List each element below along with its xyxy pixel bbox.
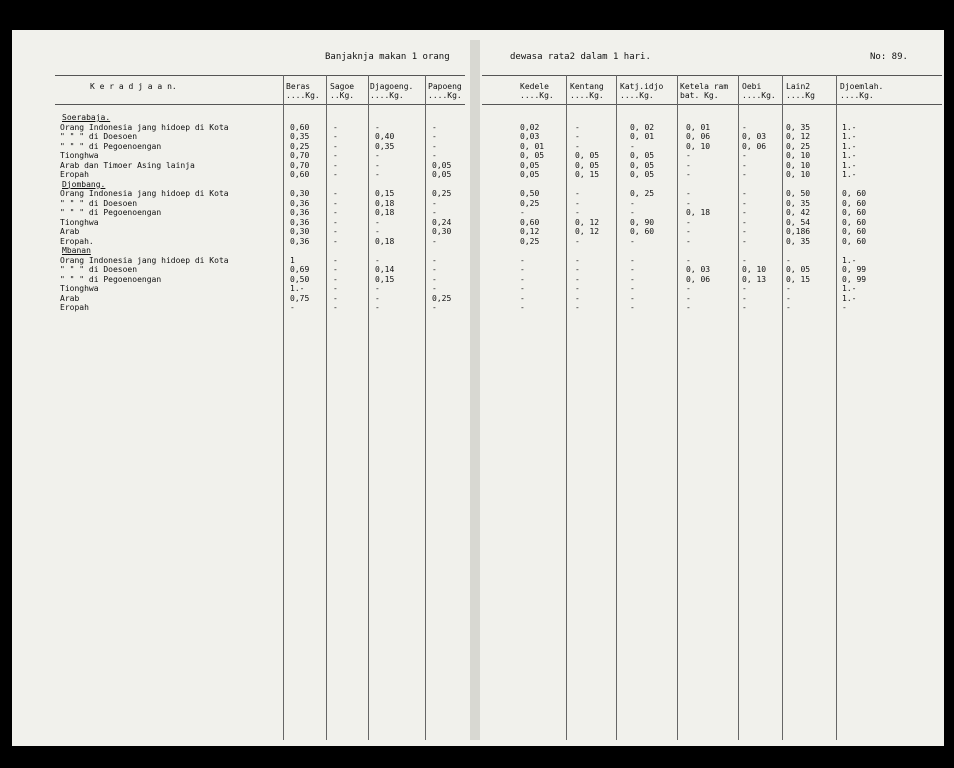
table-cell: 1.- (842, 170, 857, 179)
col-lain2: Lain2 ....Kg (786, 82, 815, 100)
table-cell: 0, 03 (686, 265, 711, 274)
table-cell: 0, 60 (842, 198, 867, 208)
table-cell: 0,30 (432, 227, 452, 236)
table-cell: - (520, 284, 525, 293)
row-label: Eropah (60, 303, 89, 312)
table-cell: 0, 05 (520, 151, 545, 160)
table-cell: 0, 12 (786, 132, 811, 141)
row-label: Eropah. (60, 236, 94, 246)
table-cell: - (630, 284, 635, 293)
table-cell: - (575, 208, 580, 217)
row-label: Orang Indonesia jang hidoep di Kota (60, 189, 229, 198)
table-cell: 0,35 (375, 141, 395, 151)
table-cell: 0, 06 (686, 274, 711, 284)
table-cell: 0,18 (375, 198, 395, 208)
row-label: Eropah (60, 170, 89, 179)
table-cell: 0, 10 (786, 160, 811, 170)
table-cell: - (575, 132, 580, 141)
table-cell: 0,05 (520, 170, 540, 179)
table-cell: 1.- (842, 122, 857, 132)
table-cell: - (842, 303, 847, 312)
table-cell: 0, 25 (786, 141, 811, 151)
col-djoemlah: Djoemlah. ....Kg. (840, 82, 884, 100)
page-spine (470, 40, 480, 740)
table-cell: - (333, 236, 338, 246)
table-cell: - (742, 189, 747, 198)
table-cell: - (333, 170, 338, 179)
table-cell: - (375, 255, 380, 265)
section-label: Mbanan (62, 246, 91, 255)
table-cell: - (686, 236, 691, 246)
table-cell: - (333, 265, 338, 274)
table-cell: - (786, 303, 791, 312)
rule-header-left (55, 104, 465, 105)
table-cell: - (630, 293, 635, 303)
table-cell: 0, 35 (786, 122, 811, 132)
table-cell: 0,186 (786, 227, 811, 236)
rule-top-left (55, 75, 465, 76)
table-cell: 0,05 (432, 160, 452, 170)
section-label: Djombang. (62, 179, 106, 189)
table-cell: - (686, 189, 691, 198)
table-cell: 1.- (842, 293, 857, 303)
table-cell: - (520, 293, 525, 303)
table-cell: 0, 10 (686, 141, 711, 151)
table-cell: - (786, 293, 791, 303)
table-cell: 0, 05 (630, 160, 655, 170)
table-cell: - (742, 255, 747, 265)
table-cell: - (742, 284, 747, 293)
table-cell: - (630, 236, 635, 246)
table-cell: - (575, 189, 580, 198)
row-label: Tionghwa (60, 217, 99, 227)
table-cell: 1.- (842, 132, 857, 141)
row-label: " " " di Doesoen (60, 198, 138, 208)
table-cell: - (575, 303, 580, 312)
table-cell: 0, 05 (575, 160, 600, 170)
table-cell: 0, 35 (786, 236, 811, 246)
table-cell: - (630, 303, 635, 312)
table-cell: - (686, 217, 691, 227)
table-cell: - (333, 189, 338, 198)
table-cell: - (575, 255, 580, 265)
table-cell: 0,36 (290, 236, 310, 246)
table-cell: 0, 90 (630, 217, 655, 227)
table-cell: - (333, 160, 338, 170)
col-ketela-rambat: Ketela ram bat. Kg. (680, 82, 729, 100)
table-cell: - (742, 217, 747, 227)
table-cell: 0, 35 (786, 198, 811, 208)
table-cell: - (686, 160, 691, 170)
table-cell: - (333, 293, 338, 303)
row-label: Arab dan Timoer Asing lainja (60, 160, 195, 170)
rule-header-right (482, 104, 942, 105)
row-label: Arab (60, 293, 80, 303)
table-cell: - (432, 132, 437, 141)
table-cell: - (686, 198, 691, 208)
table-cell: 0,25 (432, 189, 452, 198)
table-cell: 0,36 (290, 198, 310, 208)
table-cell: - (432, 303, 437, 312)
table-cell: 0, 13 (742, 274, 767, 284)
table-cell: 0, 06 (742, 141, 767, 151)
table-cell: - (630, 208, 635, 217)
table-cell: - (742, 160, 747, 170)
table-cell: - (375, 303, 380, 312)
table-cell: - (786, 284, 791, 293)
table-cell: - (333, 132, 338, 141)
table-cell: 0,14 (375, 265, 395, 274)
table-cell: 0,36 (290, 217, 310, 227)
table-cell: 0, 01 (686, 122, 711, 132)
table-cell: 0,02 (520, 122, 540, 132)
table-cell: 0,12 (520, 227, 540, 236)
table-cell: 0, 15 (575, 170, 600, 179)
table-cell: 0, 06 (686, 132, 711, 141)
row-label: " " " di Doesoen (60, 132, 138, 141)
table-cell: - (333, 284, 338, 293)
table-cell: - (333, 122, 338, 132)
table-cell: 0, 54 (786, 217, 811, 227)
table-cell: 0,25 (520, 236, 540, 246)
table-cell: - (432, 255, 437, 265)
table-cell: 0,25 (520, 198, 540, 208)
table-cell: - (375, 170, 380, 179)
table-cell: 0,36 (290, 208, 310, 217)
table-cell: - (333, 255, 338, 265)
table-cell: - (375, 122, 380, 132)
table-cell: - (742, 122, 747, 132)
table-cell: 0, 12 (575, 217, 600, 227)
table-cell: 0,24 (432, 217, 452, 227)
row-label: " " " di Doesoen (60, 265, 138, 274)
col-oebi: Oebi ....Kg. (742, 82, 776, 100)
table-cell: 0, 60 (842, 208, 867, 217)
table-cell: - (575, 265, 580, 274)
table-cell: - (686, 293, 691, 303)
table-cell: 0,70 (290, 160, 310, 170)
page-number: No: 89. (870, 52, 908, 62)
table-cell: - (333, 274, 338, 284)
row-label: Arab (60, 227, 80, 236)
table-cell: - (686, 303, 691, 312)
table-cell: 0,35 (290, 132, 310, 141)
row-label: " " " di Pegoenoengan (60, 141, 162, 151)
col-sagoe: Sagoe ..Kg. (330, 82, 355, 100)
table-cell: - (575, 198, 580, 208)
table-cell: - (630, 141, 635, 151)
table-cell: - (375, 284, 380, 293)
table-cell: 0,18 (375, 236, 395, 246)
row-label: Tionghwa (60, 284, 99, 293)
table-cell: 0, 05 (575, 151, 600, 160)
col-katjang-idjo: Katj.idjo ....Kg. (620, 82, 664, 100)
table-cell: - (333, 141, 338, 151)
col-kedele: Kedele ....Kg. (520, 82, 554, 100)
table-cell: - (686, 284, 691, 293)
title-left: Banjaknja makan 1 orang (325, 52, 450, 62)
table-cell: 1.- (842, 141, 857, 151)
table-cell: - (375, 227, 380, 236)
table-cell: 0,03 (520, 132, 540, 141)
table-cell: 0,60 (290, 170, 310, 179)
table-cell: - (742, 303, 747, 312)
row-label: " " " di Pegoenoengan (60, 274, 162, 284)
table-cell: 0, 25 (630, 189, 655, 198)
table-cell: - (375, 293, 380, 303)
table-cell: - (432, 284, 437, 293)
table-cell: 0,15 (375, 274, 395, 284)
table-cell: - (432, 265, 437, 274)
table-cell: 0, 01 (630, 132, 655, 141)
table-cell: 0, 02 (630, 122, 655, 132)
col-keradjaan: K e r a d j a a n. (90, 82, 177, 91)
table-cell: - (520, 208, 525, 217)
table-cell: - (630, 274, 635, 284)
table-cell: 0,15 (375, 189, 395, 198)
table-cell: 0, 50 (786, 189, 811, 198)
table-cell: 0, 05 (786, 265, 811, 274)
table-cell: - (333, 217, 338, 227)
table-cell: - (630, 265, 635, 274)
row-label: Orang Indonesia jang hidoep di Kota (60, 255, 229, 265)
table-cell: - (686, 151, 691, 160)
table-cell: - (742, 170, 747, 179)
table-cell: - (375, 217, 380, 227)
col-djagoeng: Djagoeng. ....Kg. (370, 82, 414, 100)
table-cell: - (575, 122, 580, 132)
table-cell: - (520, 255, 525, 265)
table-cell: - (333, 227, 338, 236)
table-cell: - (290, 303, 295, 312)
row-label: Orang Indonesia jang hidoep di Kota (60, 122, 229, 132)
table-cell: - (432, 198, 437, 208)
table-cell: - (432, 122, 437, 132)
table-cell: 0, 42 (786, 208, 811, 217)
table-cell: - (742, 293, 747, 303)
table-cell: - (575, 236, 580, 246)
col-beras: Beras ....Kg. (286, 82, 320, 100)
table-cell: - (742, 236, 747, 246)
table-cell: - (742, 198, 747, 208)
table-cell: - (742, 151, 747, 160)
table-cell: - (686, 255, 691, 265)
table-cell: - (686, 227, 691, 236)
table-cell: 0, 60 (842, 227, 867, 236)
table-cell: - (630, 255, 635, 265)
table-cell: 0, 15 (786, 274, 811, 284)
table-cell: 1.- (842, 160, 857, 170)
table-cell: 0,18 (375, 208, 395, 217)
table-cell: - (630, 198, 635, 208)
table-cell: - (786, 255, 791, 265)
table-cell: 1.- (290, 284, 305, 293)
table-cell: 0, 99 (842, 265, 867, 274)
table-cell: 0,75 (290, 293, 310, 303)
table-cell: - (333, 303, 338, 312)
table-cell: 0,25 (432, 293, 452, 303)
table-cell: 0, 99 (842, 274, 867, 284)
table-cell: 1 (290, 255, 295, 265)
table-cell: 0,25 (290, 141, 310, 151)
table-cell: 0, 60 (842, 236, 867, 246)
table-cell: 0, 60 (630, 227, 655, 236)
table-cell: 0,60 (290, 122, 310, 132)
table-cell: - (432, 236, 437, 246)
table-cell: - (575, 274, 580, 284)
table-cell: - (432, 208, 437, 217)
table-cell: 0,30 (290, 227, 310, 236)
table-cell: 0, 05 (630, 151, 655, 160)
table-cell: 0, 10 (786, 170, 811, 179)
table-cell: - (333, 198, 338, 208)
section-label: Soerabaja. (62, 113, 111, 122)
table-cell: - (375, 151, 380, 160)
table-cell: 1.- (842, 255, 857, 265)
table-cell: 0,60 (520, 217, 540, 227)
table-cell: - (333, 208, 338, 217)
table-cell: 0,30 (290, 189, 310, 198)
table-cell: 0,05 (432, 170, 452, 179)
table-cell: 1.- (842, 284, 857, 293)
table-cell: - (432, 151, 437, 160)
table-cell: - (742, 227, 747, 236)
table-cell: - (520, 274, 525, 284)
table-cell: 1.- (842, 151, 857, 160)
table-cell: 0, 10 (786, 151, 811, 160)
table-cell: - (575, 293, 580, 303)
table-cell: - (333, 151, 338, 160)
table-cell: - (742, 208, 747, 217)
table-cell: 0,70 (290, 151, 310, 160)
table-cell: 0, 10 (742, 265, 767, 274)
table-cell: 0,50 (290, 274, 310, 284)
table-cell: 0, 60 (842, 189, 867, 198)
row-label: Tionghwa (60, 151, 99, 160)
table-cell: 0, 60 (842, 217, 867, 227)
table-cell: - (686, 170, 691, 179)
table-cell: - (520, 265, 525, 274)
table-cell: 0, 05 (630, 170, 655, 179)
table-cell: 0,50 (520, 189, 540, 198)
title-right: dewasa rata2 dalam 1 hari. (510, 52, 651, 62)
table-cell: 0,05 (520, 160, 540, 170)
table-cell: - (575, 284, 580, 293)
table-cell: 0,69 (290, 265, 310, 274)
col-papoeng: Papoeng ....Kg. (428, 82, 462, 100)
col-kentang: Kentang ....Kg. (570, 82, 604, 100)
table-cell: - (432, 141, 437, 151)
table-cell: - (520, 303, 525, 312)
row-label: " " " di Pegoenoengan (60, 208, 162, 217)
table-cell: - (375, 160, 380, 170)
table-cell: 0, 03 (742, 132, 767, 141)
table-cell: 0, 01 (520, 141, 545, 151)
table-cell: - (432, 274, 437, 284)
table-cell: 0, 18 (686, 208, 711, 217)
table-cell: - (575, 141, 580, 151)
table-cell: 0, 12 (575, 227, 600, 236)
rule-top-right (482, 75, 942, 76)
table-cell: 0,40 (375, 132, 395, 141)
